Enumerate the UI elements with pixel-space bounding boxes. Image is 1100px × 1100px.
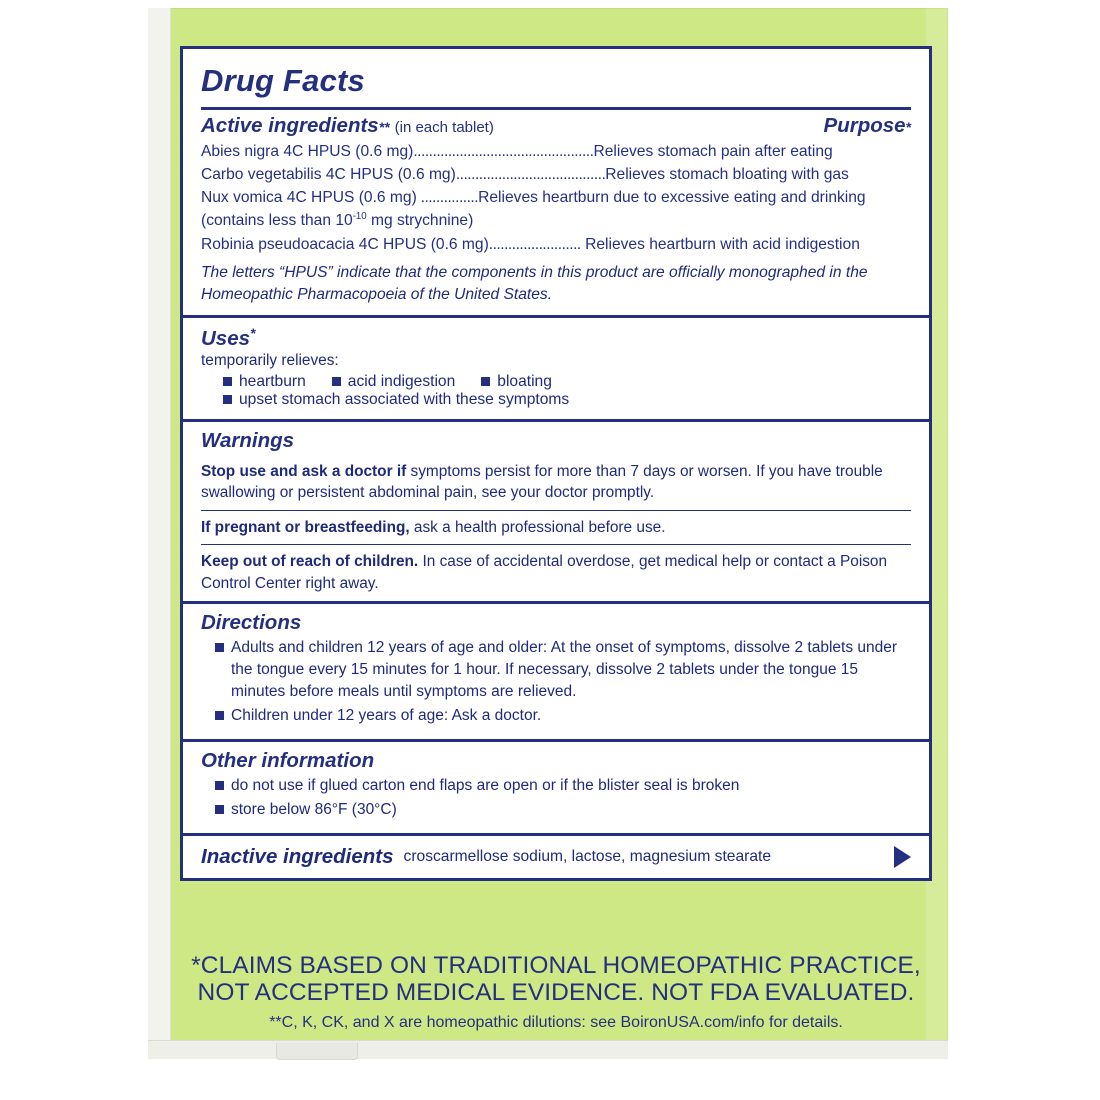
list-item: [201, 705, 911, 727]
uses-list: [201, 373, 911, 409]
ingredient-purpose: Relieves heartburn due to excessive eating and drinking: [478, 189, 866, 207]
strychnine-note-prefix: (contains less than 10: [201, 212, 353, 230]
square-bullet-icon: [215, 781, 224, 790]
active-ingredient-row: [201, 164, 911, 186]
inactive-ingredients-text: croscarmellose sodium, lactose, magnesium stearate: [403, 847, 772, 865]
active-ingredient-row: [201, 234, 911, 256]
section-warnings: [183, 422, 929, 604]
directions-item-text: Children under 12 years of age: Ask a doctor.: [231, 706, 542, 724]
uses-item-label: upset stomach associated with these symptoms: [239, 390, 570, 408]
warning-text: ask a health professional before use.: [409, 518, 666, 536]
square-bullet-icon: [215, 805, 224, 814]
strychnine-note-exponent: -10: [352, 211, 367, 223]
purpose-heading-footnote-marker: *: [905, 119, 911, 135]
uses-heading: Uses: [201, 326, 251, 350]
other-information-heading: Other information: [201, 748, 375, 772]
list-item: [201, 637, 911, 703]
purpose-heading: Purpose: [823, 114, 906, 137]
warning-block: [201, 455, 911, 511]
warning-text: In case of accidental overdose, get medical help or contact a Poison Control Center right away.: [201, 553, 888, 592]
square-bullet-icon: [215, 643, 224, 652]
leader-dots: .......................................: [455, 166, 606, 184]
list-item: [332, 373, 456, 391]
directions-heading: Directions: [201, 610, 302, 634]
section-active-ingredients: [183, 110, 929, 318]
list-item: [201, 799, 911, 821]
list-item: [223, 373, 306, 391]
uses-item-label: bloating: [497, 372, 552, 390]
square-bullet-icon: [481, 377, 490, 386]
claims-line-2: NOT ACCEPTED MEDICAL EVIDENCE. NOT FDA EVALUATED.: [197, 979, 915, 1007]
active-ingredients-header-row: [201, 114, 911, 140]
other-information-item-text: do not use if glued carton end flaps are open or if the blister seal is broken: [231, 776, 740, 794]
leader-dots: ...............: [416, 189, 479, 207]
ingredient-name: Robinia pseudoacacia 4C HPUS (0.6 mg): [201, 235, 489, 253]
active-ingredients-heading: Active ingredients: [201, 114, 379, 137]
page-title: Drug Facts: [201, 63, 365, 98]
leader-dots: ........................: [488, 235, 581, 253]
warning-lead: Keep out of reach of children.: [201, 553, 419, 571]
active-ingredients-heading-footnote-marker: **: [378, 119, 390, 135]
footer-claims: [180, 952, 932, 1032]
uses-header-row: [201, 325, 911, 350]
claims-line-1: *CLAIMS BASED ON TRADITIONAL HOMEOPATHIC PRACTICE,: [191, 952, 921, 979]
warning-text: symptoms persist for more than 7 days or worsen. If you have trouble swallowing or persistent abdominal pain, see your doctor promptly.: [201, 462, 883, 502]
section-inactive-ingredients: [183, 836, 929, 878]
square-bullet-icon: [223, 395, 232, 404]
ingredient-purpose: Relieves stomach bloating with gas: [605, 166, 849, 184]
active-ingredient-row: [201, 187, 911, 209]
square-bullet-icon: [332, 377, 341, 386]
active-ingredients-heading-note: (in each tablet): [394, 119, 494, 136]
section-directions: [183, 604, 929, 742]
inactive-ingredients-heading: Inactive ingredients: [201, 844, 394, 868]
active-ingredient-row: [201, 141, 911, 163]
warning-block: [201, 545, 911, 596]
section-uses: [183, 318, 929, 421]
ingredient-purpose: Relieves stomach pain after eating: [593, 143, 833, 160]
other-information-item-text: store below 86°F (30°C): [231, 800, 397, 818]
uses-item-label: acid indigestion: [347, 372, 456, 390]
drug-facts-panel: [180, 46, 932, 881]
list-item: [481, 373, 552, 391]
strychnine-note-suffix: mg strychnine): [366, 212, 474, 230]
uses-subtitle: temporarily relieves:: [201, 351, 339, 369]
hpus-note: The letters “HPUS” indicate that the components in this product are officially monographed in the Homeopathic Pharmacopoeia of the United States.: [201, 263, 868, 303]
warnings-heading: Warnings: [201, 428, 295, 452]
section-other-information: [183, 742, 929, 836]
dilutions-note: **C, K, CK, and X are homeopathic dilutions: see BoironUSA.com/info for details.: [269, 1013, 843, 1031]
ingredient-name: Nux vomica 4C HPUS (0.6 mg): [201, 189, 417, 207]
triangle-right-icon: [894, 846, 911, 868]
list-item: [223, 391, 569, 409]
ingredient-name: Abies nigra 4C HPUS (0.6 mg): [201, 143, 414, 160]
carton-bottom-flap-tab: [276, 1043, 358, 1060]
ingredient-purpose: Relieves heartburn with acid indigestion: [580, 235, 860, 253]
active-ingredient-subnote: [201, 210, 911, 232]
square-bullet-icon: [215, 711, 224, 720]
warning-lead: Stop use and ask a doctor if: [201, 462, 407, 480]
warning-lead: If pregnant or breastfeeding,: [201, 518, 410, 536]
uses-item-label: heartburn: [239, 372, 306, 390]
ingredient-name: Carbo vegetabilis 4C HPUS (0.6 mg): [201, 166, 456, 184]
warning-block: [201, 511, 911, 546]
square-bullet-icon: [223, 377, 232, 386]
carton-bottom-edge: [148, 1040, 948, 1059]
leader-dots: ...............................................: [413, 143, 594, 160]
directions-item-text: Adults and children 12 years of age and older: At the onset of symptoms, dissolve 2 tablets under the tongue every 15 minutes for 1 hour. If necessary, dissolve 2 tablets under the tongue 15 minutes before meals until symptoms are relieved.: [231, 638, 898, 700]
carton-left-edge: [148, 8, 171, 1056]
uses-heading-footnote-marker: *: [250, 325, 256, 342]
list-item: [201, 775, 911, 797]
